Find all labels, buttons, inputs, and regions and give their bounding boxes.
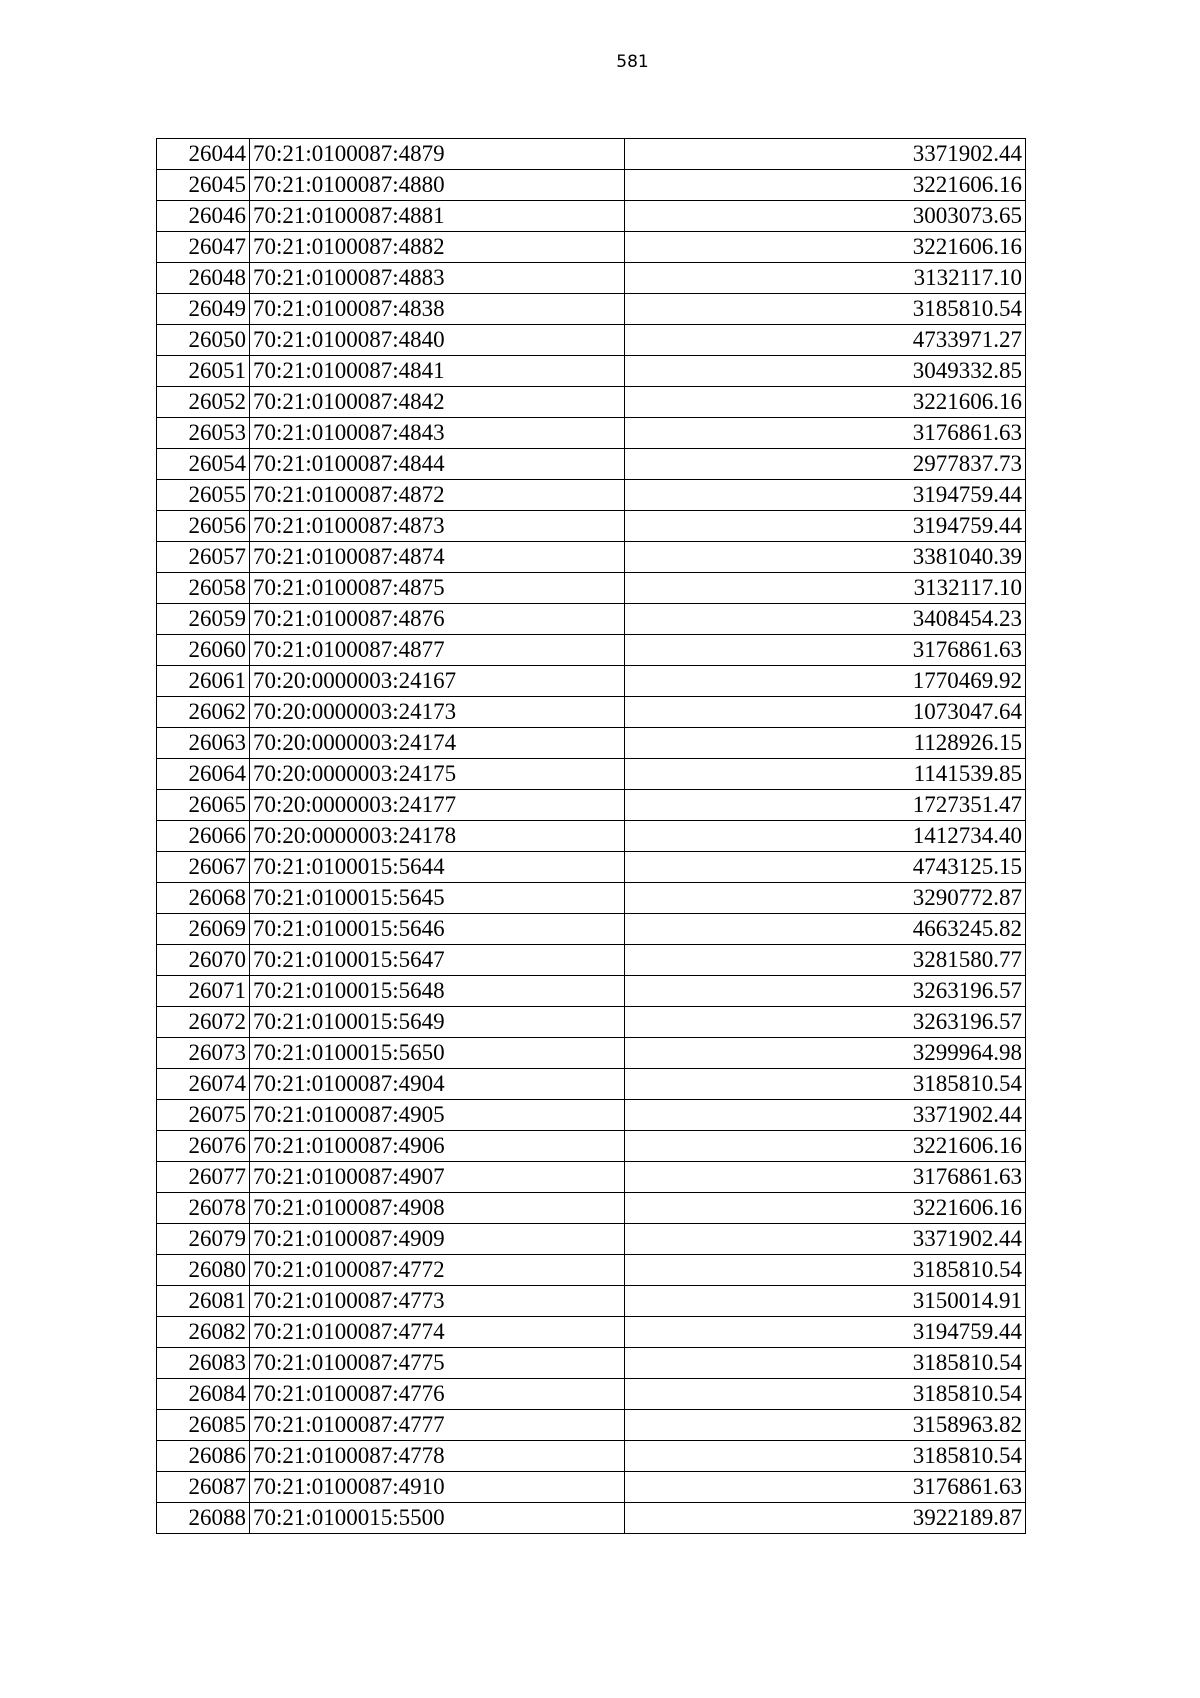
cadastral-number-cell: 70:21:0100087:4776 xyxy=(250,1379,625,1410)
row-number-cell: 26046 xyxy=(157,201,250,232)
row-number-cell: 26074 xyxy=(157,1069,250,1100)
cadastral-value-cell: 3281580.77 xyxy=(625,945,1026,976)
cadastral-value-cell: 3176861.63 xyxy=(625,1162,1026,1193)
cadastral-value-cell: 3150014.91 xyxy=(625,1286,1026,1317)
table-row xyxy=(157,1193,1026,1224)
row-number-cell: 26053 xyxy=(157,418,250,449)
table-row xyxy=(157,790,1026,821)
row-number-cell: 26045 xyxy=(157,170,250,201)
table-row xyxy=(157,1069,1026,1100)
row-number-cell: 26061 xyxy=(157,666,250,697)
cadastral-number-cell: 70:21:0100015:5647 xyxy=(250,945,625,976)
cadastral-value-cell: 3132117.10 xyxy=(625,263,1026,294)
cadastral-value-cell: 3408454.23 xyxy=(625,604,1026,635)
cadastral-number-cell: 70:21:0100015:5644 xyxy=(250,852,625,883)
table-row xyxy=(157,1379,1026,1410)
table-row xyxy=(157,232,1026,263)
table-row xyxy=(157,666,1026,697)
cadastral-value-cell: 3221606.16 xyxy=(625,387,1026,418)
row-number-cell: 26076 xyxy=(157,1131,250,1162)
table-row xyxy=(157,604,1026,635)
table-row xyxy=(157,325,1026,356)
cadastral-number-cell: 70:21:0100087:4843 xyxy=(250,418,625,449)
cadastral-number-cell: 70:21:0100087:4838 xyxy=(250,294,625,325)
cadastral-number-cell: 70:21:0100087:4908 xyxy=(250,1193,625,1224)
table-row xyxy=(157,139,1026,170)
cadastral-number-cell: 70:21:0100087:4841 xyxy=(250,356,625,387)
row-number-cell: 26087 xyxy=(157,1472,250,1503)
cadastral-value-cell: 3185810.54 xyxy=(625,1069,1026,1100)
cadastral-number-cell: 70:21:0100087:4877 xyxy=(250,635,625,666)
cadastral-number-cell: 70:21:0100087:4778 xyxy=(250,1441,625,1472)
cadastral-number-cell: 70:21:0100087:4879 xyxy=(250,139,625,170)
row-number-cell: 26079 xyxy=(157,1224,250,1255)
cadastral-value-cell: 3194759.44 xyxy=(625,1317,1026,1348)
row-number-cell: 26054 xyxy=(157,449,250,480)
row-number-cell: 26055 xyxy=(157,480,250,511)
row-number-cell: 26073 xyxy=(157,1038,250,1069)
row-number-cell: 26081 xyxy=(157,1286,250,1317)
cadastral-number-cell: 70:21:0100087:4883 xyxy=(250,263,625,294)
table-row xyxy=(157,170,1026,201)
cadastral-number-cell: 70:21:0100087:4882 xyxy=(250,232,625,263)
cadastral-value-cell: 3371902.44 xyxy=(625,139,1026,170)
row-number-cell: 26052 xyxy=(157,387,250,418)
cadastral-value-cell: 1073047.64 xyxy=(625,697,1026,728)
cadastral-number-cell: 70:20:0000003:24175 xyxy=(250,759,625,790)
cadastral-number-cell: 70:20:0000003:24174 xyxy=(250,728,625,759)
table-row xyxy=(157,1348,1026,1379)
row-number-cell: 26086 xyxy=(157,1441,250,1472)
cadastral-value-cell: 3132117.10 xyxy=(625,573,1026,604)
table-row xyxy=(157,263,1026,294)
cadastral-value-cell: 3185810.54 xyxy=(625,1348,1026,1379)
row-number-cell: 26065 xyxy=(157,790,250,821)
cadastral-number-cell: 70:21:0100087:4873 xyxy=(250,511,625,542)
row-number-cell: 26062 xyxy=(157,697,250,728)
cadastral-value-cell: 4733971.27 xyxy=(625,325,1026,356)
cadastral-number-cell: 70:21:0100087:4773 xyxy=(250,1286,625,1317)
cadastral-value-cell: 3185810.54 xyxy=(625,1441,1026,1472)
cadastral-value-cell: 3185810.54 xyxy=(625,1379,1026,1410)
row-number-cell: 26080 xyxy=(157,1255,250,1286)
cadastral-value-cell: 3221606.16 xyxy=(625,170,1026,201)
cadastral-value-cell: 2977837.73 xyxy=(625,449,1026,480)
cadastral-number-cell: 70:21:0100087:4777 xyxy=(250,1410,625,1441)
table-row xyxy=(157,356,1026,387)
row-number-cell: 26072 xyxy=(157,1007,250,1038)
cadastral-number-cell: 70:21:0100087:4775 xyxy=(250,1348,625,1379)
cadastral-number-cell: 70:21:0100015:5500 xyxy=(250,1503,625,1534)
table-row xyxy=(157,1472,1026,1503)
cadastral-number-cell: 70:21:0100087:4872 xyxy=(250,480,625,511)
cadastral-value-cell: 1727351.47 xyxy=(625,790,1026,821)
cadastral-number-cell: 70:21:0100087:4842 xyxy=(250,387,625,418)
cadastral-value-cell: 3049332.85 xyxy=(625,356,1026,387)
table-row xyxy=(157,201,1026,232)
cadastral-number-cell: 70:21:0100087:4875 xyxy=(250,573,625,604)
cadastral-number-cell: 70:21:0100015:5645 xyxy=(250,883,625,914)
row-number-cell: 26049 xyxy=(157,294,250,325)
table-row xyxy=(157,1224,1026,1255)
cadastral-number-cell: 70:21:0100087:4874 xyxy=(250,542,625,573)
table-row xyxy=(157,1317,1026,1348)
cadastral-value-cell: 3263196.57 xyxy=(625,1007,1026,1038)
cadastral-number-cell: 70:21:0100087:4907 xyxy=(250,1162,625,1193)
cadastral-number-cell: 70:20:0000003:24178 xyxy=(250,821,625,852)
table-row xyxy=(157,1503,1026,1534)
table-row xyxy=(157,1007,1026,1038)
row-number-cell: 26066 xyxy=(157,821,250,852)
cadastral-number-cell: 70:21:0100087:4905 xyxy=(250,1100,625,1131)
row-number-cell: 26057 xyxy=(157,542,250,573)
cadastral-value-cell: 3158963.82 xyxy=(625,1410,1026,1441)
table-row xyxy=(157,449,1026,480)
cadastral-number-cell: 70:21:0100087:4909 xyxy=(250,1224,625,1255)
cadastral-value-table xyxy=(156,138,1026,1534)
cadastral-value-cell: 3176861.63 xyxy=(625,635,1026,666)
cadastral-value-cell: 3176861.63 xyxy=(625,1472,1026,1503)
table-row xyxy=(157,1441,1026,1472)
table-row xyxy=(157,759,1026,790)
row-number-cell: 26069 xyxy=(157,914,250,945)
cadastral-value-cell: 3263196.57 xyxy=(625,976,1026,1007)
cadastral-number-cell: 70:21:0100087:4906 xyxy=(250,1131,625,1162)
row-number-cell: 26056 xyxy=(157,511,250,542)
cadastral-number-cell: 70:21:0100015:5649 xyxy=(250,1007,625,1038)
cadastral-number-cell: 70:21:0100087:4844 xyxy=(250,449,625,480)
cadastral-value-cell: 3003073.65 xyxy=(625,201,1026,232)
table-row xyxy=(157,1131,1026,1162)
row-number-cell: 26083 xyxy=(157,1348,250,1379)
cadastral-value-cell: 3371902.44 xyxy=(625,1224,1026,1255)
table-row xyxy=(157,635,1026,666)
cadastral-value-cell: 1770469.92 xyxy=(625,666,1026,697)
cadastral-number-cell: 70:21:0100087:4880 xyxy=(250,170,625,201)
row-number-cell: 26078 xyxy=(157,1193,250,1224)
cadastral-number-cell: 70:21:0100015:5650 xyxy=(250,1038,625,1069)
table-row xyxy=(157,728,1026,759)
row-number-cell: 26059 xyxy=(157,604,250,635)
row-number-cell: 26077 xyxy=(157,1162,250,1193)
row-number-cell: 26082 xyxy=(157,1317,250,1348)
row-number-cell: 26058 xyxy=(157,573,250,604)
table-row xyxy=(157,697,1026,728)
row-number-cell: 26044 xyxy=(157,139,250,170)
row-number-cell: 26088 xyxy=(157,1503,250,1534)
cadastral-value-cell: 3194759.44 xyxy=(625,511,1026,542)
row-number-cell: 26064 xyxy=(157,759,250,790)
row-number-cell: 26048 xyxy=(157,263,250,294)
cadastral-number-cell: 70:20:0000003:24167 xyxy=(250,666,625,697)
table-row xyxy=(157,387,1026,418)
row-number-cell: 26047 xyxy=(157,232,250,263)
table-body xyxy=(157,139,1026,1534)
cadastral-value-cell: 3221606.16 xyxy=(625,1193,1026,1224)
cadastral-value-cell: 3194759.44 xyxy=(625,480,1026,511)
table-row xyxy=(157,852,1026,883)
cadastral-number-cell: 70:21:0100087:4910 xyxy=(250,1472,625,1503)
cadastral-value-cell: 3290772.87 xyxy=(625,883,1026,914)
table-row xyxy=(157,914,1026,945)
table-row xyxy=(157,511,1026,542)
table-row xyxy=(157,418,1026,449)
cadastral-value-cell: 3371902.44 xyxy=(625,1100,1026,1131)
cadastral-value-cell: 4663245.82 xyxy=(625,914,1026,945)
cadastral-value-cell: 4743125.15 xyxy=(625,852,1026,883)
row-number-cell: 26067 xyxy=(157,852,250,883)
table-row xyxy=(157,883,1026,914)
table-row xyxy=(157,1255,1026,1286)
row-number-cell: 26070 xyxy=(157,945,250,976)
table-row xyxy=(157,945,1026,976)
page-number: 581 xyxy=(616,52,649,72)
table-row xyxy=(157,1100,1026,1131)
row-number-cell: 26063 xyxy=(157,728,250,759)
cadastral-number-cell: 70:21:0100015:5648 xyxy=(250,976,625,1007)
table-row xyxy=(157,480,1026,511)
cadastral-number-cell: 70:20:0000003:24177 xyxy=(250,790,625,821)
table-row xyxy=(157,542,1026,573)
cadastral-value-cell: 1128926.15 xyxy=(625,728,1026,759)
table-row xyxy=(157,294,1026,325)
cadastral-number-cell: 70:21:0100087:4876 xyxy=(250,604,625,635)
cadastral-value-cell: 3221606.16 xyxy=(625,1131,1026,1162)
row-number-cell: 26060 xyxy=(157,635,250,666)
table-row xyxy=(157,821,1026,852)
cadastral-number-cell: 70:21:0100015:5646 xyxy=(250,914,625,945)
cadastral-value-cell: 1412734.40 xyxy=(625,821,1026,852)
row-number-cell: 26071 xyxy=(157,976,250,1007)
cadastral-value-cell: 3185810.54 xyxy=(625,1255,1026,1286)
cadastral-number-cell: 70:21:0100087:4840 xyxy=(250,325,625,356)
row-number-cell: 26084 xyxy=(157,1379,250,1410)
cadastral-value-cell: 3299964.98 xyxy=(625,1038,1026,1069)
cadastral-value-cell: 3221606.16 xyxy=(625,232,1026,263)
table-row xyxy=(157,1410,1026,1441)
table-row xyxy=(157,976,1026,1007)
table-row xyxy=(157,1286,1026,1317)
row-number-cell: 26050 xyxy=(157,325,250,356)
cadastral-value-cell: 3922189.87 xyxy=(625,1503,1026,1534)
row-number-cell: 26075 xyxy=(157,1100,250,1131)
table-row xyxy=(157,1162,1026,1193)
cadastral-number-cell: 70:21:0100087:4772 xyxy=(250,1255,625,1286)
cadastral-value-cell: 3381040.39 xyxy=(625,542,1026,573)
cadastral-number-cell: 70:21:0100087:4881 xyxy=(250,201,625,232)
row-number-cell: 26085 xyxy=(157,1410,250,1441)
cadastral-value-cell: 1141539.85 xyxy=(625,759,1026,790)
cadastral-value-cell: 3185810.54 xyxy=(625,294,1026,325)
row-number-cell: 26068 xyxy=(157,883,250,914)
cadastral-number-cell: 70:21:0100087:4774 xyxy=(250,1317,625,1348)
row-number-cell: 26051 xyxy=(157,356,250,387)
cadastral-number-cell: 70:20:0000003:24173 xyxy=(250,697,625,728)
table-row xyxy=(157,1038,1026,1069)
cadastral-value-cell: 3176861.63 xyxy=(625,418,1026,449)
cadastral-number-cell: 70:21:0100087:4904 xyxy=(250,1069,625,1100)
table-row xyxy=(157,573,1026,604)
